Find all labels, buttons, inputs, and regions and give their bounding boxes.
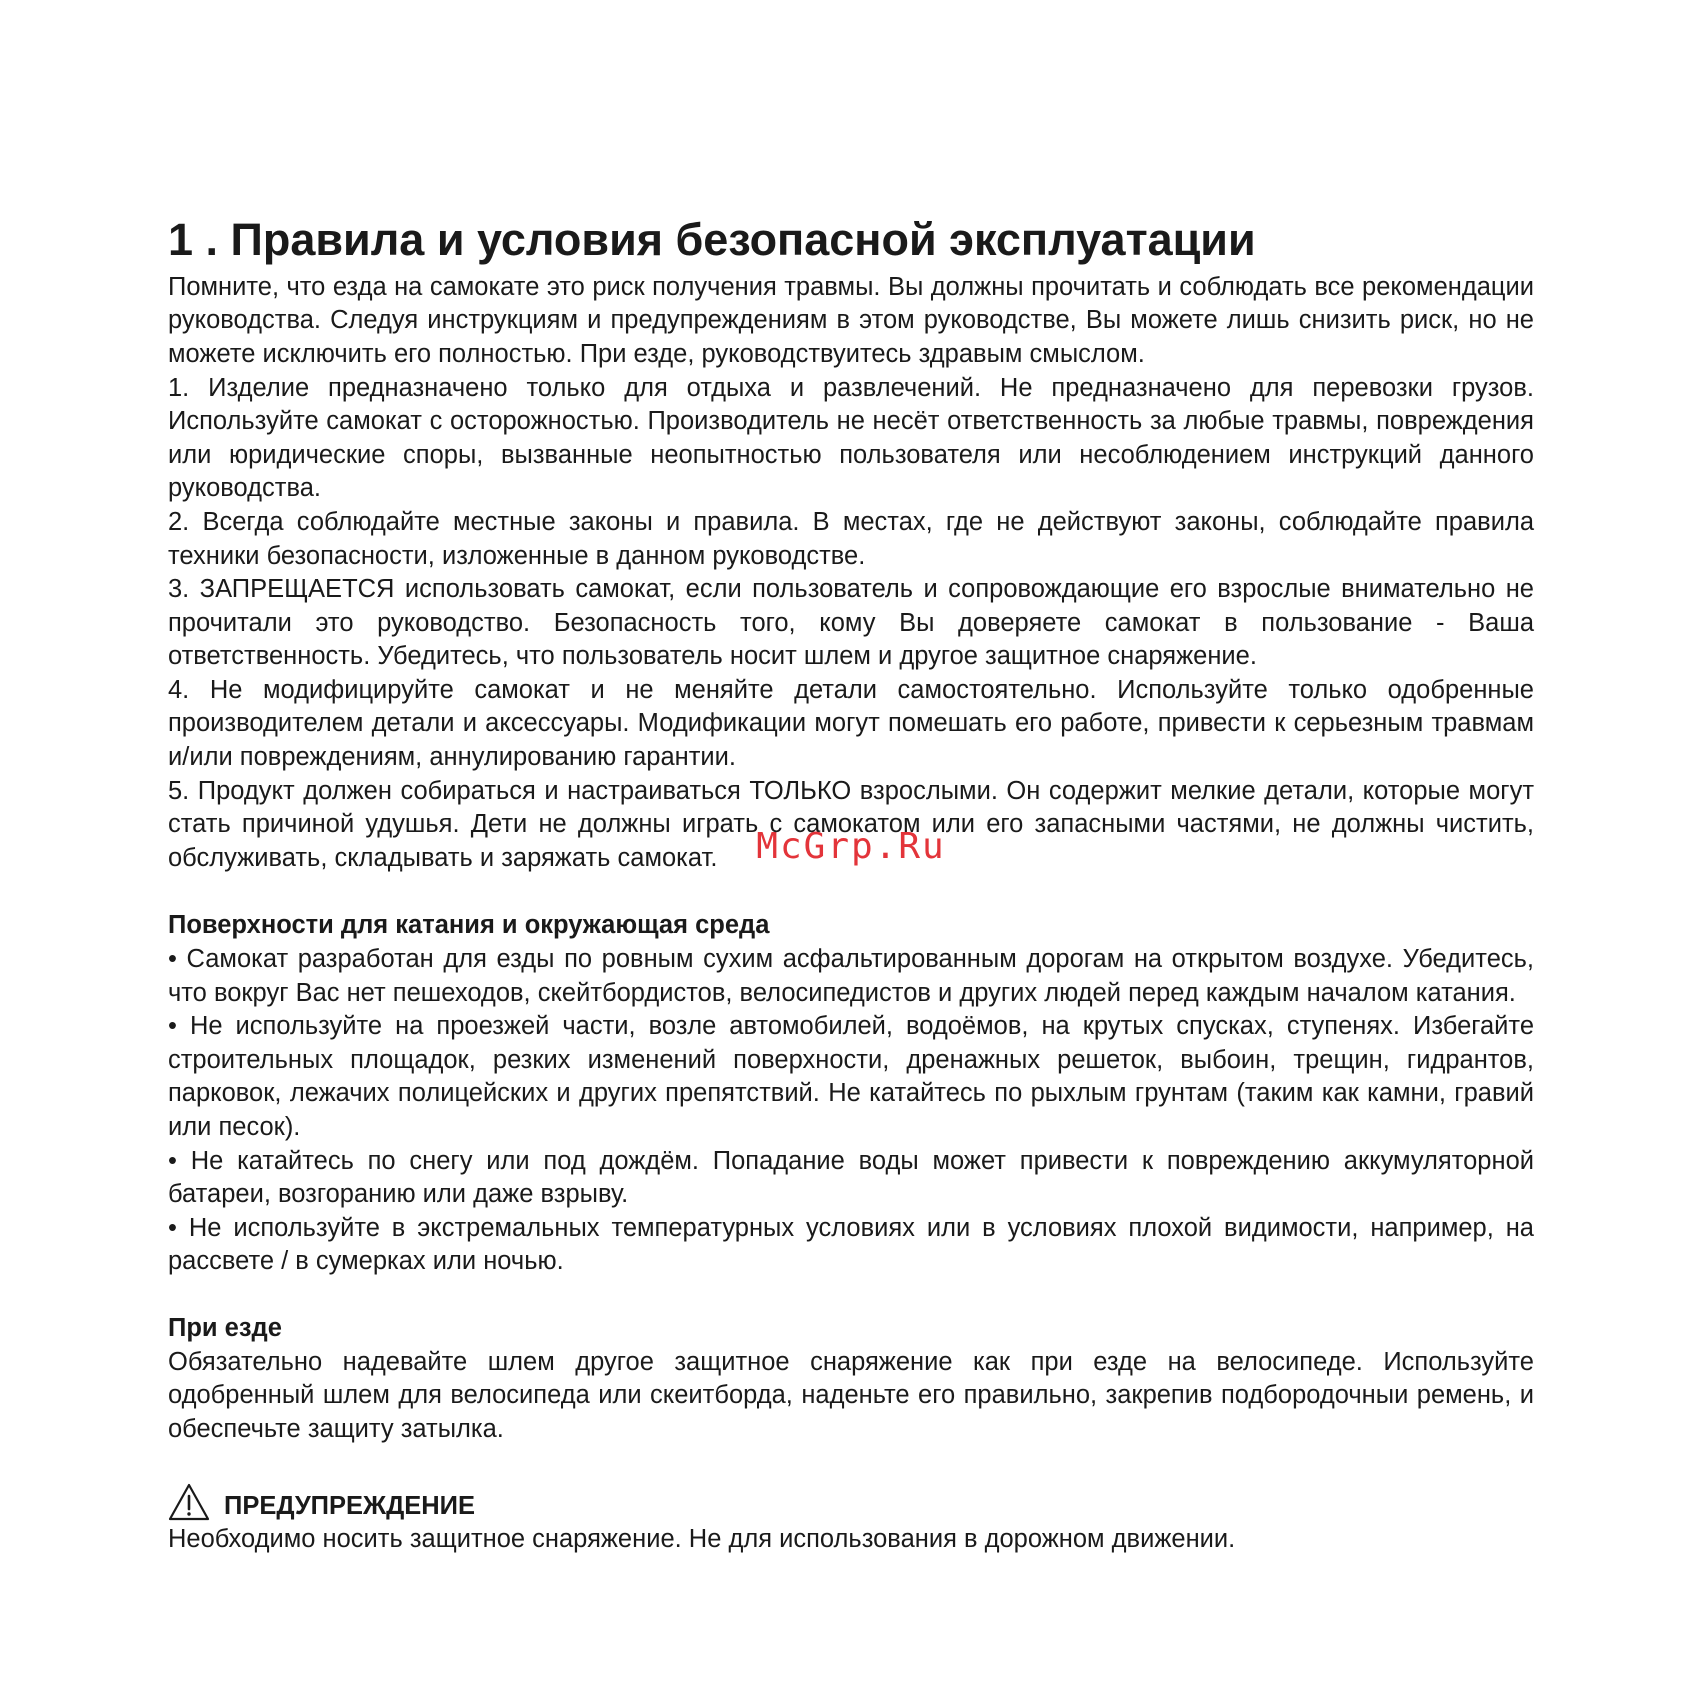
page-title: 1 . Правила и условия безопасной эксплуатации bbox=[168, 214, 1256, 265]
warning-triangle-icon bbox=[168, 1483, 210, 1521]
surfaces-item-4: • Не используйте в экстремальных температурных условиях или в условиях плохой видимости, например, на рассвете / в сумерках или ночью. bbox=[168, 1213, 1534, 1276]
spacer bbox=[168, 1446, 1534, 1479]
watermark: McGrp.Ru bbox=[756, 826, 946, 867]
warning-header bbox=[168, 1483, 1534, 1523]
riding-paragraph: Обязательно надевайте шлем другое защитное снаряжение как при езде на велосипеде. Используйте одобренный шлем для велосипеда или скеитборда, наденьте его правильно, закрепив подбородочныи ремень, и обеспечьте защиту затылка. bbox=[168, 1347, 1534, 1443]
spacer bbox=[168, 1279, 1534, 1312]
intro-paragraph: Помните, что езда на самокате это риск получения травмы. Вы должны прочитать и соблюдать все рекомендации руководства. Следуя инструкциям и предупреждениям в этом руководстве, Вы можете лишь снизить риск, но не можете исключить его полностью. При езде, руководствуитесь здравым смыслом. bbox=[168, 272, 1534, 368]
warning-text: Необходимо носить защитное снаряжение. Не для использования в дорожном движении. bbox=[168, 1525, 1236, 1554]
surfaces-item-3: • Не катайтесь по снегу или под дождём. Попадание воды может привести к повреждению аккумуляторной батареи, возгоранию или даже взрыву. bbox=[168, 1146, 1534, 1209]
spacer bbox=[168, 875, 1534, 909]
surfaces-heading: Поверхности для катания и окружающая среда bbox=[168, 911, 770, 940]
rule-5: 5. Продукт должен собираться и настраиваться ТОЛЬКО взрослыми. Он содержит мелкие детали, которые могут стать причиной удушья. Дети не должны играть с самокатом или его запасными частями, не должны чистить, обслуживать, складывать и заряжать самокат. bbox=[168, 776, 1534, 872]
surfaces-item-2: • Не используйте на проезжей части, возле автомобилей, водоёмов, на крутых спусках, ступенях. Избегайте строительных площадок, резких изменений поверхности, дренажных решеток, выбоин, трещин, гидрантов, парковок, лежачих полицейских и других препятствий. Не катайтесь по рыхлым грунтам (таким как камни, гравий или песок). bbox=[168, 1012, 1534, 1141]
rule-3: 3. ЗАПРЕЩАЕТСЯ использовать самокат, если пользователь и сопровождающие его взрослые внимательно не прочитали это руководство. Безопасность того, кому Вы доверяете самокат в пользование - Ваша ответственность. Убедитесь, что пользователь носит шлем и другое защитное снаряжение. bbox=[168, 575, 1534, 671]
document-page bbox=[168, 214, 1534, 1557]
riding-heading: При езде bbox=[168, 1313, 282, 1342]
surfaces-item-1: • Самокат разработан для езды по ровным сухим асфальтированным дорогам на открытом воздухе. Убедитесь, что вокруг Вас нет пешеходов, скейтбордистов, велосипедистов и других людей перед каждым началом катания. bbox=[168, 945, 1534, 1007]
rule-2: 2. Всегда соблюдайте местные законы и правила. В местах, где не действуют законы, соблюдайте правила техники безопасности, изложенные в данном руководстве. bbox=[168, 507, 1534, 570]
warning-title: ПРЕДУПРЕЖДЕНИЕ bbox=[224, 1491, 476, 1520]
rule-4: 4. Не модифицируйте самокат и не меняйте детали самостоятельно. Используйте только одобренные производителем детали и аксессуары. Модификации могут помешать его работе, привести к серьезным травмам и/или повреждениям, аннулированию гарантии. bbox=[168, 675, 1534, 772]
rule-1: 1. Изделие предназначено только для отдыха и развлечений. Не предназначено для перевозки грузов. Используйте самокат с осторожностью. Производитель не несёт ответственность за любые травмы, повреждения или юридические споры, вызванные неопытностью пользователя или несоблюдением инструкций данного руководства. bbox=[168, 373, 1534, 503]
